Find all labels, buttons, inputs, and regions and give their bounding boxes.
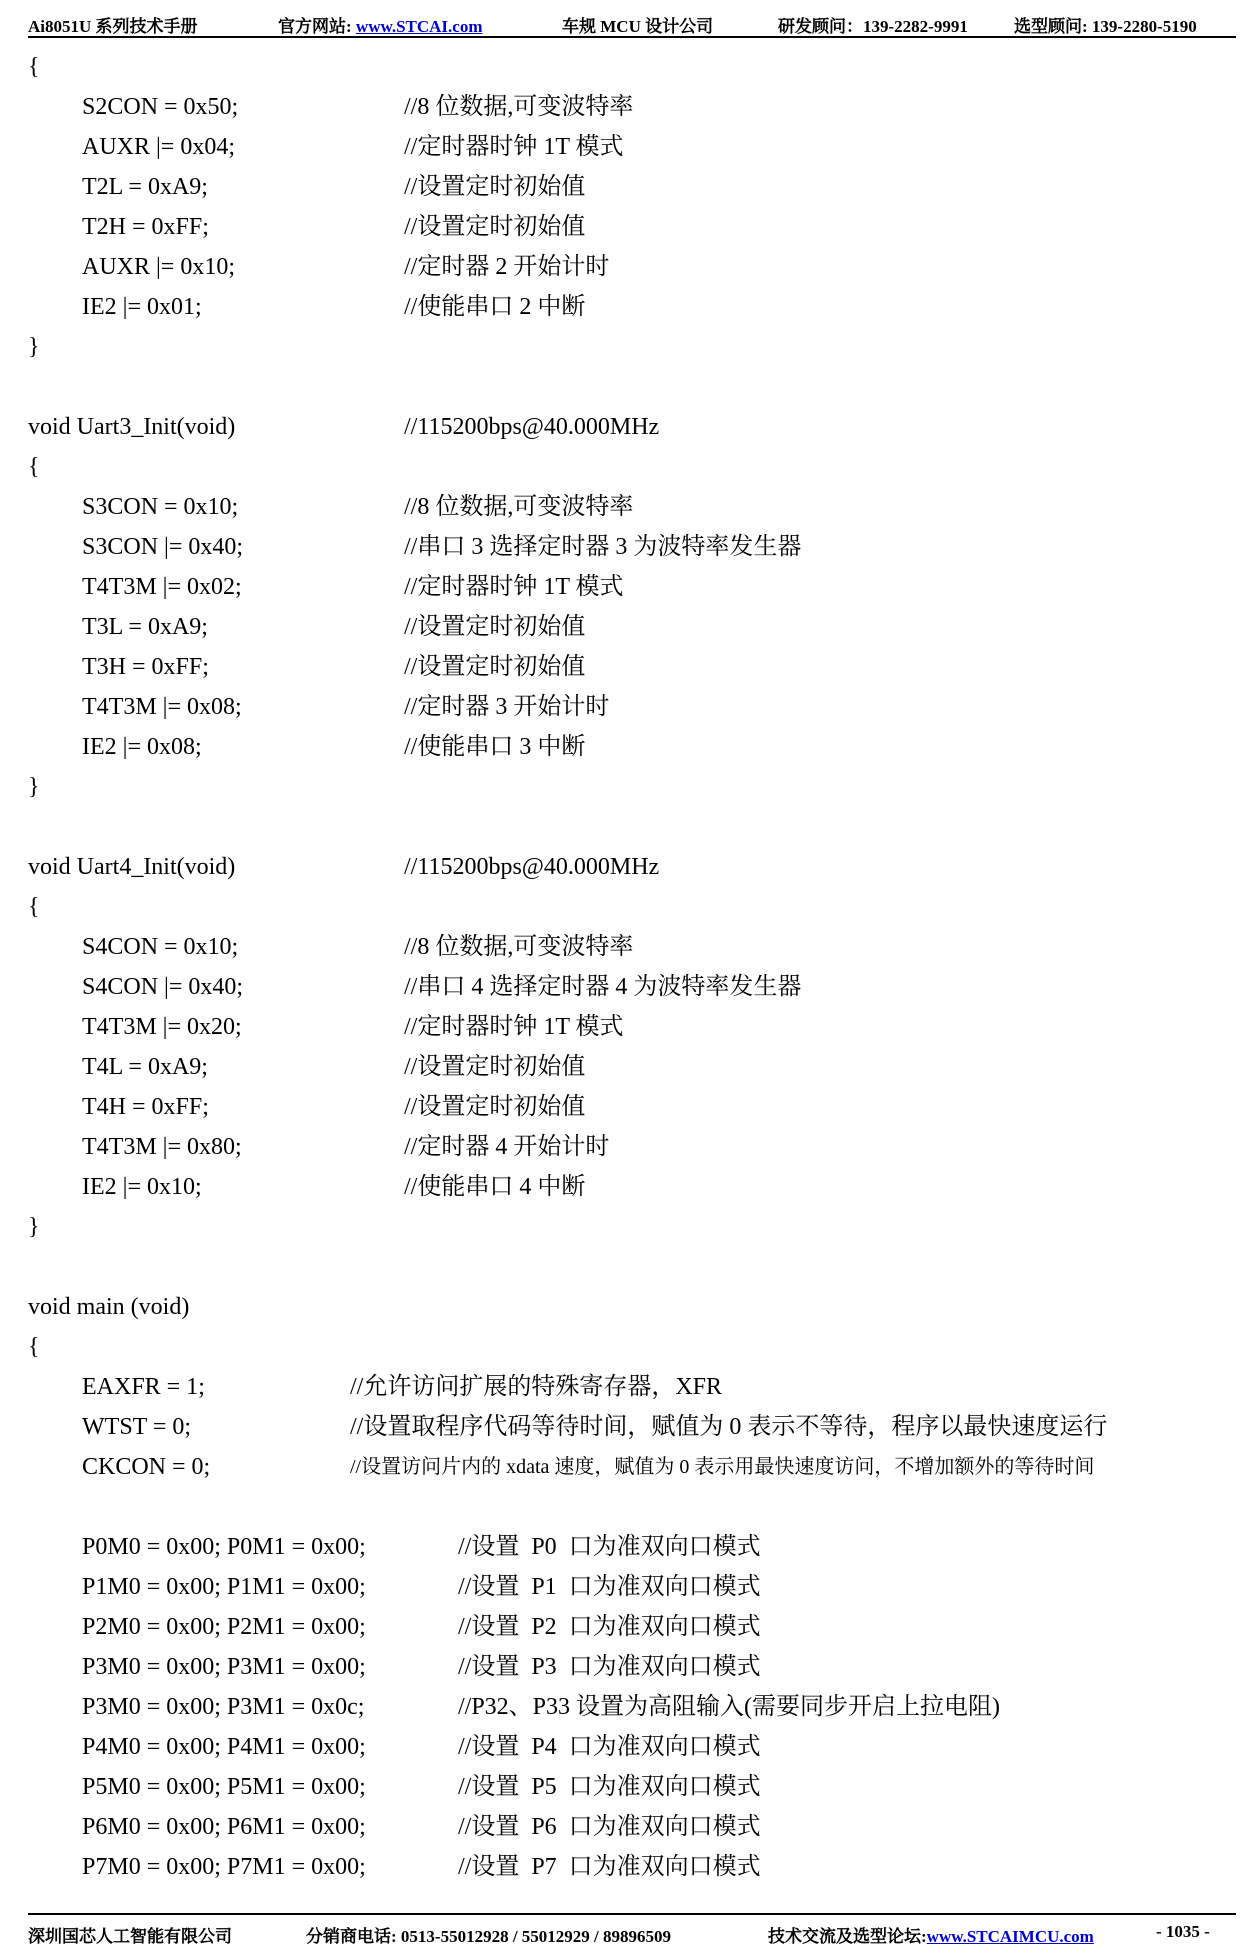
code-comment: //115200bps@40.000MHz xyxy=(404,414,660,440)
code-statement: T4T3M |= 0x80; xyxy=(82,1134,242,1160)
brace-close: } xyxy=(28,1214,40,1240)
function-signature: void main (void) xyxy=(28,1294,190,1320)
forum-label: 技术交流及选型论坛: xyxy=(768,1927,927,1946)
code-statement: P3M0 = 0x00; P3M1 = 0x0c; xyxy=(82,1694,365,1720)
page-footer xyxy=(28,1922,1236,1948)
code-statement: T2H = 0xFF; xyxy=(82,214,209,240)
code-comment: //设置定时初始值 xyxy=(404,1054,586,1080)
function-signature: void Uart3_Init(void) xyxy=(28,414,236,440)
code-statement: S2CON = 0x50; xyxy=(82,94,239,120)
code-statement: AUXR |= 0x04; xyxy=(82,134,236,160)
brace-close: } xyxy=(28,334,40,360)
code-statement: P3M0 = 0x00; P3M1 = 0x00; xyxy=(82,1654,366,1680)
company-tag: 车规 MCU 设计公司 xyxy=(562,17,714,36)
code-statement: IE2 |= 0x08; xyxy=(82,734,202,760)
site-link[interactable]: www.STCAI.com xyxy=(355,17,483,36)
code-statement: S4CON |= 0x40; xyxy=(82,974,244,1000)
code-comment: //设置 P7 口为准双向口模式 xyxy=(458,1854,761,1880)
code-statement: P4M0 = 0x00; P4M1 = 0x00; xyxy=(82,1734,366,1760)
code-comment: //8 位数据,可变波特率 xyxy=(404,94,634,120)
code-statement: P5M0 = 0x00; P5M1 = 0x00; xyxy=(82,1774,366,1800)
code-comment: //设置定时初始值 xyxy=(404,654,586,680)
page-header xyxy=(28,10,1236,36)
code-comment: //定时器 2 开始计时 xyxy=(404,254,610,280)
code-statement: IE2 |= 0x10; xyxy=(82,1174,202,1200)
brace-open: { xyxy=(28,894,40,920)
code-statement: T4H = 0xFF; xyxy=(82,1094,209,1120)
code-comment: //设置 P2 口为准双向口模式 xyxy=(458,1614,761,1640)
site-label xyxy=(278,12,482,37)
code-comment: //设置 P3 口为准双向口模式 xyxy=(458,1654,761,1680)
code-statement: IE2 |= 0x01; xyxy=(82,294,202,320)
forum-link[interactable]: www.STCAIMCU.com xyxy=(926,1927,1094,1946)
code-comment: //设置定时初始值 xyxy=(404,614,586,640)
brace-open: { xyxy=(28,454,40,480)
code-comment: //设置定时初始值 xyxy=(404,214,586,240)
header-rule xyxy=(28,36,1236,38)
code-comment: //使能串口 2 中断 xyxy=(404,294,586,320)
code-statement: P1M0 = 0x00; P1M1 = 0x00; xyxy=(82,1574,366,1600)
footer-distributor: 分销商电话: 0513-55012928 / 55012929 / 89896509 xyxy=(306,1927,672,1946)
brace-open: { xyxy=(28,54,40,80)
code-comment: //设置 P0 口为准双向口模式 xyxy=(458,1534,761,1560)
code-comment: //设置 P6 口为准双向口模式 xyxy=(458,1814,761,1840)
code-statement: P2M0 = 0x00; P2M1 = 0x00; xyxy=(82,1614,366,1640)
code-statement: T4T3M |= 0x20; xyxy=(82,1014,242,1040)
code-comment: //使能串口 3 中断 xyxy=(404,734,586,760)
code-statement: S4CON = 0x10; xyxy=(82,934,239,960)
code-statement: S3CON = 0x10; xyxy=(82,494,239,520)
code-comment: //P32、P33 设置为高阻输入(需要同步开启上拉电阻) xyxy=(458,1694,1001,1720)
code-statement: T4T3M |= 0x08; xyxy=(82,694,242,720)
code-statement: T4T3M |= 0x02; xyxy=(82,574,242,600)
code-comment: //定时器时钟 1T 模式 xyxy=(404,134,624,160)
code-comment: //定时器 3 开始计时 xyxy=(404,694,610,720)
code-comment: //设置访问片内的 xdata 速度，赋值为 0 表示用最快速度访问，不增加额外的等待时间 xyxy=(350,1456,1095,1478)
code-comment: //115200bps@40.000MHz xyxy=(404,854,660,880)
code-comment: //定时器时钟 1T 模式 xyxy=(404,574,624,600)
code-statement: T2L = 0xA9; xyxy=(82,174,208,200)
code-statement: WTST = 0; xyxy=(82,1414,192,1440)
code-statement: S3CON |= 0x40; xyxy=(82,534,244,560)
code-comment: //设置 P1 口为准双向口模式 xyxy=(458,1574,761,1600)
code-statement: P7M0 = 0x00; P7M1 = 0x00; xyxy=(82,1854,366,1880)
code-comment: //设置定时初始值 xyxy=(404,174,586,200)
code-statement: P0M0 = 0x00; P0M1 = 0x00; xyxy=(82,1534,366,1560)
footer-forum xyxy=(768,1922,1094,1947)
page-number: - 1035 - xyxy=(1156,1922,1210,1941)
manual-title: Ai8051U 系列技术手册 xyxy=(28,17,198,36)
sel-contact: 选型顾问: 139-2280-5190 xyxy=(1014,17,1197,36)
code-comment: //定时器 4 开始计时 xyxy=(404,1134,610,1160)
brace-close: } xyxy=(28,774,40,800)
code-statement: EAXFR = 1; xyxy=(82,1374,205,1400)
code-statement: T4L = 0xA9; xyxy=(82,1054,208,1080)
code-statement: AUXR |= 0x10; xyxy=(82,254,236,280)
code-comment: //使能串口 4 中断 xyxy=(404,1174,586,1200)
code-comment: //设置定时初始值 xyxy=(404,1094,586,1120)
rd-contact: 研发顾问：139-2282-9991 xyxy=(778,17,968,36)
code-statement: T3H = 0xFF; xyxy=(82,654,209,680)
code-comment: //设置 P5 口为准双向口模式 xyxy=(458,1774,761,1800)
code-statement: P6M0 = 0x00; P6M1 = 0x00; xyxy=(82,1814,366,1840)
code-comment: //串口 4 选择定时器 4 为波特率发生器 xyxy=(404,974,802,1000)
code-comment: //8 位数据,可变波特率 xyxy=(404,494,634,520)
code-comment: //定时器时钟 1T 模式 xyxy=(404,1014,624,1040)
function-signature: void Uart4_Init(void) xyxy=(28,854,236,880)
code-comment: //设置取程序代码等待时间，赋值为 0 表示不等待，程序以最快速度运行 xyxy=(350,1414,1108,1440)
footer-rule xyxy=(28,1913,1236,1915)
brace-open: { xyxy=(28,1334,40,1360)
code-comment: //8 位数据,可变波特率 xyxy=(404,934,634,960)
code-statement: T3L = 0xA9; xyxy=(82,614,208,640)
code-comment: //设置 P4 口为准双向口模式 xyxy=(458,1734,761,1760)
footer-company: 深圳国芯人工智能有限公司 xyxy=(28,1927,232,1946)
site-label-text: 官方网站: xyxy=(278,17,356,36)
code-statement: CKCON = 0; xyxy=(82,1454,211,1480)
code-comment: //串口 3 选择定时器 3 为波特率发生器 xyxy=(404,534,802,560)
code-comment: //允许访问扩展的特殊寄存器，XFR xyxy=(350,1374,723,1400)
